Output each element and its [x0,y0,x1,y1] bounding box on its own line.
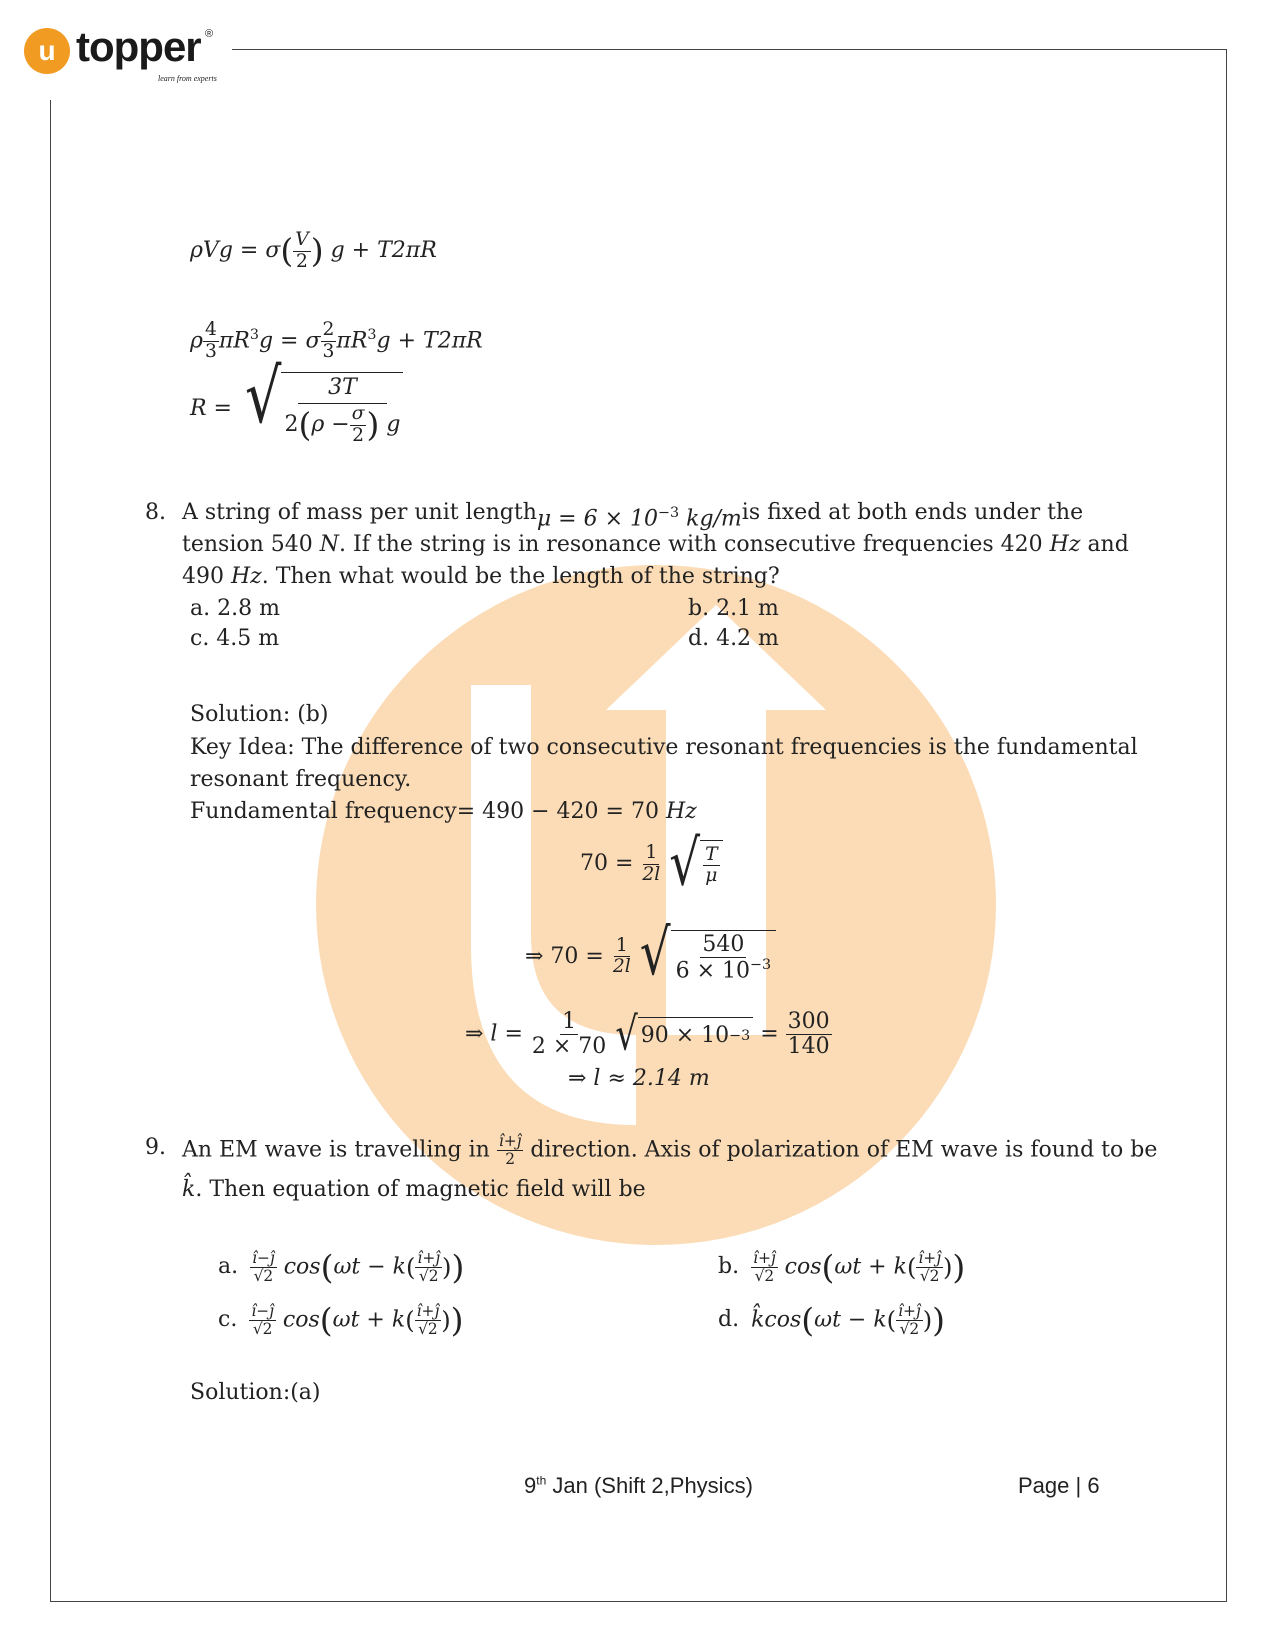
q9-number: 9. [145,1135,166,1160]
q8-line-1: A string of mass per unit length $\mu = 6 \times 10^{-3}$ kg/m is fixed at both ends under the [182,500,1084,532]
topper-mark-icon: u [24,28,70,74]
q8-option-c: c. 4.5 m [190,626,280,651]
equation-3: R = √ 3T 2(ρ − $\frac{\sigma}{2}$ ) g [190,372,403,446]
header-rule [225,49,1227,50]
q9-option-a: a. $\frac{î-ĵ}{√2}$ cos(ωt − k( $\frac{î+ĵ}{√2}$ )) [218,1247,465,1287]
q8-line-3: 490 Hz. Then what would be the length of the string? [182,564,780,589]
q8-option-d: d. 4.2 m [688,626,779,651]
q9-option-c: c. $\frac{î-ĵ}{√2}$ cos(ωt + k( $\frac{î+ĵ}{√2}$ )) [218,1300,464,1340]
q8-key-idea-1: Key Idea: The difference of two consecutive resonant frequencies is the fundamental [190,735,1138,760]
q8-step-3: ⇒ l = $\frac{1}{2 \times 70}$ √ 90 × 10 −3 = $\frac{300}{140}$ [465,1007,830,1062]
brand-name: topper [76,23,201,70]
q8-number: 8. [145,500,166,525]
topper-logo [24,23,201,74]
brand-tagline: learn from experts [158,74,217,83]
q8-option-b: b. 2.1 m [688,596,779,621]
q9-solution-label: Solution:(a) [190,1380,321,1405]
equation-2: ρ $\frac{4}{3}$ $\pi R^3g = \sigma$ $\frac{2}{3}$ $\pi R^3g + T2\pi R$ [190,319,483,362]
footer-page-number: Page | 6 [1018,1473,1100,1498]
q8-step-4: ⇒ l ≈ 2.14 m [568,1066,710,1091]
q9-option-b: b. $\frac{î+ĵ}{√2}$ cos(ωt + k( $\frac{î+ĵ}{√2}$ )) [718,1247,966,1287]
q8-solution-label: Solution: (b) [190,702,329,727]
q8-fundamental: Fundamental frequency= 490 − 420 = 70 Hz [190,799,697,824]
equation-1: ρVg = σ( $\frac{V}{2}$ ) g + T2πR [190,229,437,272]
q8-step-1: 70 = $\frac{1}{2l}$ √ $\frac{T}{\mu}$ [580,840,723,888]
q9-line-2: k̂. Then equation of magnetic field will be [182,1177,646,1202]
q8-option-a: a. 2.8 m [190,596,280,621]
registered-mark: ® [205,28,214,40]
q9-line-1: An EM wave is travelling in $\frac{î+ĵ}{2}$ direction. Axis of polarization of EM wave is found to be [182,1132,1158,1168]
q8-key-idea-2: resonant frequency. [190,767,412,792]
q8-line-2: tension 540 N. If the string is in resonance with consecutive frequencies 420 Hz and [182,532,1129,557]
q9-option-d: d. k̂cos(ωt − k( $\frac{î+ĵ}{√2}$ )) [718,1300,946,1340]
footer-exam-label: 9th Jan (Shift 2,Physics) [524,1473,753,1498]
q8-step-2: ⇒ 70 = $\frac{1}{2l}$ √ $\frac{540}{6 \times 10^{-3}}$ [525,930,776,984]
